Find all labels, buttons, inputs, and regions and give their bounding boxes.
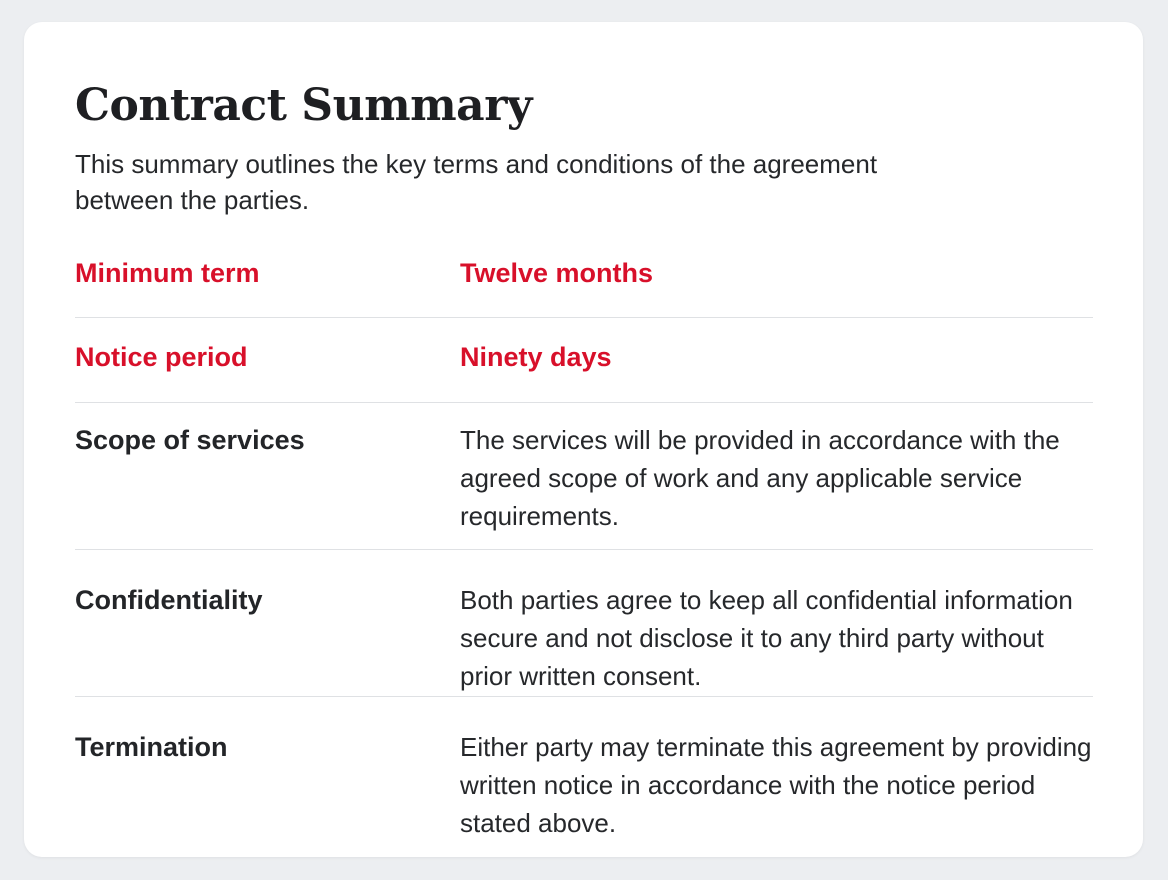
term-row-minimum-term — [75, 254, 1093, 318]
term-value: Twelve months — [460, 258, 654, 288]
terms-list — [75, 254, 1093, 838]
term-row-termination — [75, 697, 1093, 838]
term-label: Termination — [75, 732, 228, 762]
term-value: Ninety days — [460, 342, 612, 372]
term-label: Notice period — [75, 342, 248, 372]
term-value: Both parties agree to keep all confidential information secure and not disclose it to any third party without prior written consent. — [460, 585, 1073, 691]
page-title: Contract Summary — [75, 80, 532, 131]
contract-summary-card — [24, 22, 1143, 857]
term-row-notice-period — [75, 318, 1093, 403]
term-row-scope-of-services — [75, 403, 1093, 550]
term-label: Scope of services — [75, 425, 305, 455]
term-label: Confidentiality — [75, 585, 263, 615]
intro-text: This summary outlines the key terms and conditions of the agreement between the parties. — [75, 149, 878, 215]
term-value: Either party may terminate this agreement by providing written notice in accordance with the notice period stated above. — [460, 732, 1092, 838]
term-value: The services will be provided in accordance with the agreed scope of work and any applicable service requirements. — [460, 425, 1060, 531]
term-label: Minimum term — [75, 258, 260, 288]
term-row-confidentiality — [75, 550, 1093, 697]
